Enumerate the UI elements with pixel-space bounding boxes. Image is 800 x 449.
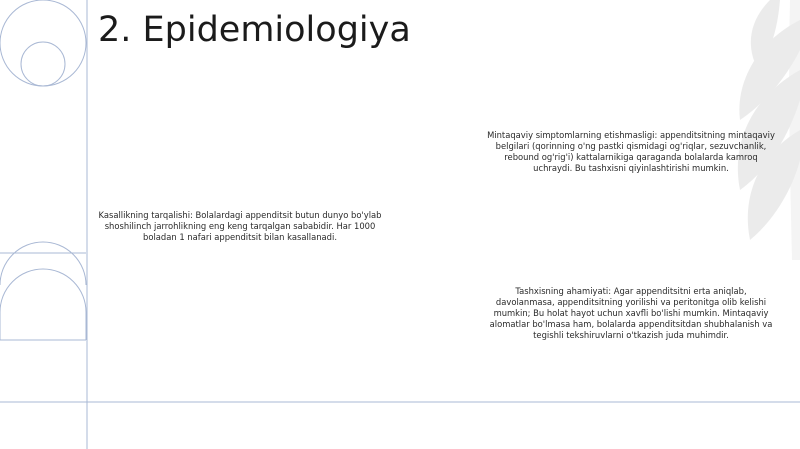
large-circle bbox=[0, 0, 86, 86]
text-block-regional-symptoms: Mintaqaviy simptomlarning etishmasligi: appenditsitning mintaqaviy belgilari (qorinning o'ng pastki qismidagi og'riqlar, sezuvchanlik, rebound og'rig'i) kattalarnikiga qaraganda bolalarda kamroq uchraydi. Bu tashxisni qiyinlashtirishi mumkin. bbox=[487, 130, 775, 173]
small-circle bbox=[21, 42, 65, 86]
text-block-prevalence: Kasallikning tarqalishi: Bolalardagi appenditsit butun dunyo bo'ylab shoshilinch jarrohlikning eng keng tarqalgan sababidir. Har 1000 boladan 1 nafari appenditsit bilan kasallanadi. bbox=[98, 210, 382, 242]
slide-title: 2. Epidemiologiya bbox=[98, 10, 411, 50]
text-block-diagnosis-importance: Tashxisning ahamiyati: Agar appenditsitni erta aniqlab, davolanmasa, appenditsitning yorilishi va peritonitga olib kelishi mumkin; Bu holat hayot uchun xavfli bo'lishi mumkin. Mintaqaviy alomatlar bo'lmasa ham, bolalarda appenditsitdan shubhalanish va tegishli tekshiruvlarni o'tkazish juda muhimdir. bbox=[489, 286, 773, 340]
upper-arch bbox=[0, 242, 86, 285]
lower-arch bbox=[0, 269, 86, 340]
